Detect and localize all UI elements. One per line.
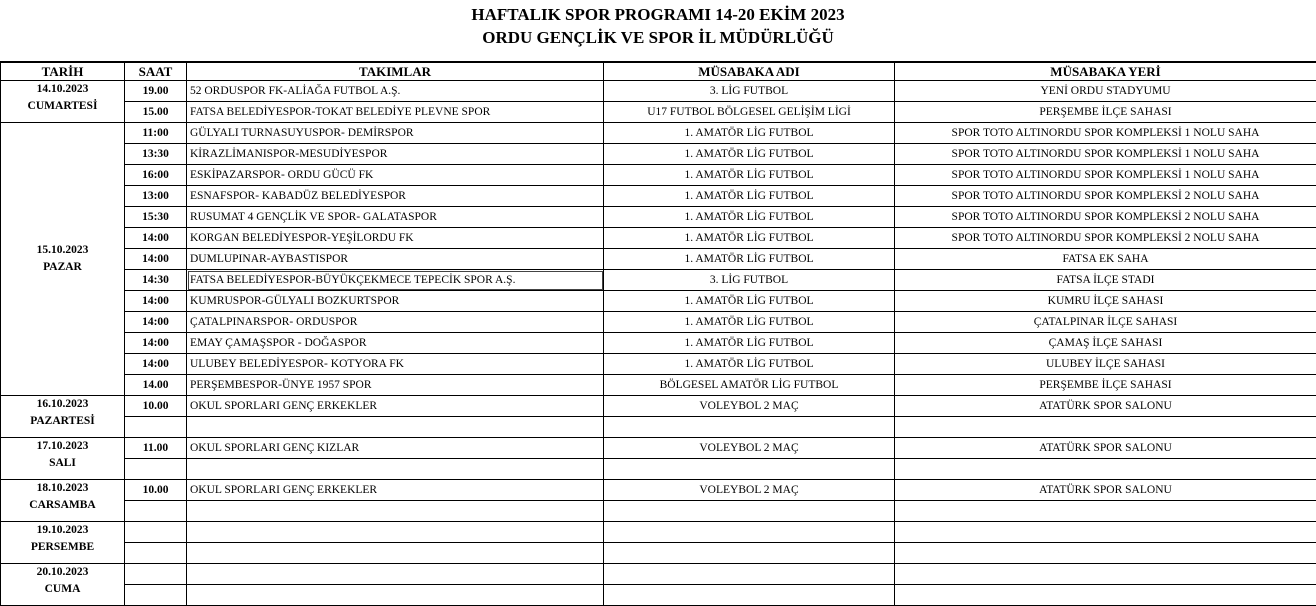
teams-cell[interactable]: ÇATALPINARSPOR- ORDUSPOR	[187, 312, 604, 333]
teams-cell[interactable]: EMAY ÇAMAŞSPOR - DOĞASPOR	[187, 333, 604, 354]
teams-cell[interactable]	[187, 417, 604, 438]
time-cell[interactable]: 13:00	[125, 186, 187, 207]
venue-cell[interactable]: SPOR TOTO ALTINORDU SPOR KOMPLEKSİ 1 NOLU SAHA	[895, 123, 1316, 144]
teams-cell[interactable]: FATSA BELEDİYESPOR-TOKAT BELEDİYE PLEVNE SPOR	[187, 102, 604, 123]
venue-cell[interactable]: SPOR TOTO ALTINORDU SPOR KOMPLEKSİ 2 NOLU SAHA	[895, 207, 1316, 228]
time-cell[interactable]: 11:00	[125, 123, 187, 144]
time-cell[interactable]	[125, 522, 187, 543]
competition-cell[interactable]	[604, 543, 895, 564]
table-row	[1, 249, 1316, 270]
teams-cell[interactable]	[187, 543, 604, 564]
time-cell[interactable]: 15.00	[125, 102, 187, 123]
time-cell[interactable]: 14:00	[125, 291, 187, 312]
competition-cell[interactable]	[604, 564, 895, 585]
time-cell[interactable]: 14.00	[125, 375, 187, 396]
time-cell[interactable]: 14:00	[125, 354, 187, 375]
table-row	[1, 228, 1316, 249]
table-row	[1, 291, 1316, 312]
time-cell[interactable]: 11.00	[125, 438, 187, 459]
table-row	[1, 123, 1316, 144]
page-subtitle: ORDU GENÇLİK VE SPOR İL MÜDÜRLÜĞÜ	[0, 26, 1316, 50]
weekday-value: PAZARTESİ	[4, 413, 121, 430]
venue-cell[interactable]: SPOR TOTO ALTINORDU SPOR KOMPLEKSİ 1 NOLU SAHA	[895, 165, 1316, 186]
header-teams[interactable]: TAKIMLAR	[187, 63, 604, 81]
competition-cell[interactable]: 1. AMATÖR LİG FUTBOL	[604, 207, 895, 228]
weekday-value: CUMA	[4, 581, 121, 598]
table-row	[1, 312, 1316, 333]
time-cell[interactable]: 14:30	[125, 270, 187, 291]
time-cell[interactable]	[125, 543, 187, 564]
time-cell[interactable]	[125, 585, 187, 606]
venue-cell[interactable]: PERŞEMBE İLÇE SAHASI	[895, 102, 1316, 123]
competition-cell[interactable]: 1. AMATÖR LİG FUTBOL	[604, 165, 895, 186]
header-time[interactable]: SAAT	[125, 63, 187, 81]
date-value: 18.10.2023	[4, 480, 121, 497]
date-cell[interactable]	[1, 123, 125, 396]
time-cell[interactable]: 14:00	[125, 333, 187, 354]
weekday-value: CARSAMBA	[4, 497, 121, 514]
header-venue[interactable]: MÜSABAKA YERİ	[895, 63, 1316, 81]
competition-cell[interactable]: 1. AMATÖR LİG FUTBOL	[604, 291, 895, 312]
teams-cell[interactable]: RUSUMAT 4 GENÇLİK VE SPOR- GALATASPOR	[187, 207, 604, 228]
time-cell[interactable]: 14:00	[125, 249, 187, 270]
weekday-value: CUMARTESİ	[4, 98, 121, 115]
time-cell[interactable]: 10.00	[125, 396, 187, 417]
teams-cell[interactable]: ULUBEY BELEDİYESPOR- KOTYORA FK	[187, 354, 604, 375]
competition-cell[interactable]: 1. AMATÖR LİG FUTBOL	[604, 186, 895, 207]
header-competition[interactable]: MÜSABAKA ADI	[604, 63, 895, 81]
header-date[interactable]: TARİH	[1, 63, 125, 81]
teams-cell[interactable]	[187, 585, 604, 606]
venue-cell[interactable]: KUMRU İLÇE SAHASI	[895, 291, 1316, 312]
time-cell[interactable]: 14:00	[125, 228, 187, 249]
date-cell[interactable]	[1, 564, 125, 606]
venue-cell[interactable]	[895, 543, 1316, 564]
competition-cell[interactable]: VOLEYBOL 2 MAÇ	[604, 396, 895, 417]
table-row	[1, 459, 1316, 480]
date-cell[interactable]	[1, 438, 125, 480]
title-block	[0, 0, 1316, 62]
teams-cell[interactable]: ESKİPAZARSPOR- ORDU GÜCÜ FK	[187, 165, 604, 186]
venue-cell[interactable]: FATSA EK SAHA	[895, 249, 1316, 270]
table-row	[1, 165, 1316, 186]
competition-cell[interactable]: 1. AMATÖR LİG FUTBOL	[604, 312, 895, 333]
venue-cell[interactable]	[895, 417, 1316, 438]
table-row	[1, 102, 1316, 123]
time-cell[interactable]	[125, 459, 187, 480]
venue-cell[interactable]: ÇATALPINAR İLÇE SAHASI	[895, 312, 1316, 333]
venue-cell[interactable]	[895, 522, 1316, 543]
schedule-body	[1, 81, 1316, 606]
venue-cell[interactable]: YENİ ORDU STADYUMU	[895, 81, 1316, 102]
teams-cell[interactable]: GÜLYALI TURNASUYUSPOR- DEMİRSPOR	[187, 123, 604, 144]
date-value: 14.10.2023	[4, 81, 121, 98]
table-row	[1, 501, 1316, 522]
table-row	[1, 522, 1316, 543]
weekday-value: SALI	[4, 455, 121, 472]
competition-cell[interactable]	[604, 585, 895, 606]
teams-cell[interactable]: KUMRUSPOR-GÜLYALI BOZKURTSPOR	[187, 291, 604, 312]
venue-cell[interactable]: FATSA İLÇE STADI	[895, 270, 1316, 291]
competition-cell[interactable]: U17 FUTBOL BÖLGESEL GELİŞİM LİGİ	[604, 102, 895, 123]
time-cell[interactable]: 15:30	[125, 207, 187, 228]
competition-cell[interactable]: 1. AMATÖR LİG FUTBOL	[604, 228, 895, 249]
competition-cell[interactable]: 3. LİG FUTBOL	[604, 270, 895, 291]
teams-cell[interactable]: ESNAFSPOR- KABADÜZ BELEDİYESPOR	[187, 186, 604, 207]
teams-cell[interactable]	[187, 522, 604, 543]
venue-cell[interactable]: ATATÜRK SPOR SALONU	[895, 396, 1316, 417]
schedule-table	[0, 62, 1316, 606]
table-row	[1, 333, 1316, 354]
table-row	[1, 207, 1316, 228]
venue-cell[interactable]	[895, 501, 1316, 522]
header-row	[1, 63, 1316, 81]
competition-cell[interactable]: VOLEYBOL 2 MAÇ	[604, 480, 895, 501]
time-cell[interactable]: 19.00	[125, 81, 187, 102]
teams-cell[interactable]: KORGAN BELEDİYESPOR-YEŞİLORDU FK	[187, 228, 604, 249]
date-value: 20.10.2023	[4, 564, 121, 581]
date-value: 17.10.2023	[4, 438, 121, 455]
competition-cell[interactable]: 1. AMATÖR LİG FUTBOL	[604, 123, 895, 144]
date-value: 19.10.2023	[4, 522, 121, 539]
venue-cell[interactable]: ATATÜRK SPOR SALONU	[895, 438, 1316, 459]
competition-cell[interactable]: 1. AMATÖR LİG FUTBOL	[604, 333, 895, 354]
teams-cell[interactable]: 52 ORDUSPOR FK-ALİAĞA FUTBOL A.Ş.	[187, 81, 604, 102]
table-row	[1, 543, 1316, 564]
teams-cell[interactable]: DUMLUPINAR-AYBASTISPOR	[187, 249, 604, 270]
table-row	[1, 186, 1316, 207]
competition-cell[interactable]	[604, 459, 895, 480]
venue-cell[interactable]: ÇAMAŞ İLÇE SAHASI	[895, 333, 1316, 354]
time-cell[interactable]	[125, 417, 187, 438]
teams-cell[interactable]: OKUL SPORLARI GENÇ ERKEKLER	[187, 480, 604, 501]
teams-cell[interactable]: PERŞEMBESPOR-ÜNYE 1957 SPOR	[187, 375, 604, 396]
table-row	[1, 564, 1316, 585]
time-cell[interactable]: 10.00	[125, 480, 187, 501]
table-row	[1, 144, 1316, 165]
venue-cell[interactable]	[895, 564, 1316, 585]
competition-cell[interactable]: 1. AMATÖR LİG FUTBOL	[604, 144, 895, 165]
time-cell[interactable]: 13:30	[125, 144, 187, 165]
venue-cell[interactable]: SPOR TOTO ALTINORDU SPOR KOMPLEKSİ 1 NOLU SAHA	[895, 144, 1316, 165]
venue-cell[interactable]: SPOR TOTO ALTINORDU SPOR KOMPLEKSİ 2 NOLU SAHA	[895, 186, 1316, 207]
table-row	[1, 270, 1316, 291]
time-cell[interactable]: 16:00	[125, 165, 187, 186]
teams-cell[interactable]: OKUL SPORLARI GENÇ KIZLAR	[187, 438, 604, 459]
competition-cell[interactable]: BÖLGESEL AMATÖR LİG FUTBOL	[604, 375, 895, 396]
teams-cell[interactable]: FATSA BELEDİYESPOR-BÜYÜKÇEKMECE TEPECİK SPOR A.Ş.	[187, 270, 604, 291]
table-row	[1, 354, 1316, 375]
date-cell[interactable]	[1, 396, 125, 438]
competition-cell[interactable]: 1. AMATÖR LİG FUTBOL	[604, 354, 895, 375]
table-row	[1, 396, 1316, 417]
weekday-value: PAZAR	[4, 259, 121, 276]
teams-cell[interactable]	[187, 501, 604, 522]
teams-cell[interactable]	[187, 459, 604, 480]
date-value: 15.10.2023	[4, 242, 121, 259]
table-row	[1, 585, 1316, 606]
table-row	[1, 480, 1316, 501]
weekday-value: PERSEMBE	[4, 539, 121, 556]
time-cell[interactable]	[125, 564, 187, 585]
table-row	[1, 438, 1316, 459]
competition-cell[interactable]	[604, 522, 895, 543]
venue-cell[interactable]: ULUBEY İLÇE SAHASI	[895, 354, 1316, 375]
competition-cell[interactable]: VOLEYBOL 2 MAÇ	[604, 438, 895, 459]
competition-cell[interactable]: 1. AMATÖR LİG FUTBOL	[604, 249, 895, 270]
venue-cell[interactable]	[895, 585, 1316, 606]
time-cell[interactable]: 14:00	[125, 312, 187, 333]
venue-cell[interactable]: ATATÜRK SPOR SALONU	[895, 480, 1316, 501]
teams-cell[interactable]: OKUL SPORLARI GENÇ ERKEKLER	[187, 396, 604, 417]
time-cell[interactable]	[125, 501, 187, 522]
venue-cell[interactable]: PERŞEMBE İLÇE SAHASI	[895, 375, 1316, 396]
competition-cell[interactable]	[604, 417, 895, 438]
date-cell[interactable]	[1, 480, 125, 522]
page-title: HAFTALIK SPOR PROGRAMI 14-20 EKİM 2023	[0, 0, 1316, 26]
venue-cell[interactable]: SPOR TOTO ALTINORDU SPOR KOMPLEKSİ 2 NOLU SAHA	[895, 228, 1316, 249]
date-value: 16.10.2023	[4, 396, 121, 413]
table-row	[1, 417, 1316, 438]
competition-cell[interactable]	[604, 501, 895, 522]
teams-cell[interactable]	[187, 564, 604, 585]
teams-cell[interactable]: KİRAZLİMANISPOR-MESUDİYESPOR	[187, 144, 604, 165]
date-cell[interactable]	[1, 81, 125, 123]
date-cell[interactable]	[1, 522, 125, 564]
table-row	[1, 375, 1316, 396]
venue-cell[interactable]	[895, 459, 1316, 480]
table-row	[1, 81, 1316, 102]
competition-cell[interactable]: 3. LİG FUTBOL	[604, 81, 895, 102]
